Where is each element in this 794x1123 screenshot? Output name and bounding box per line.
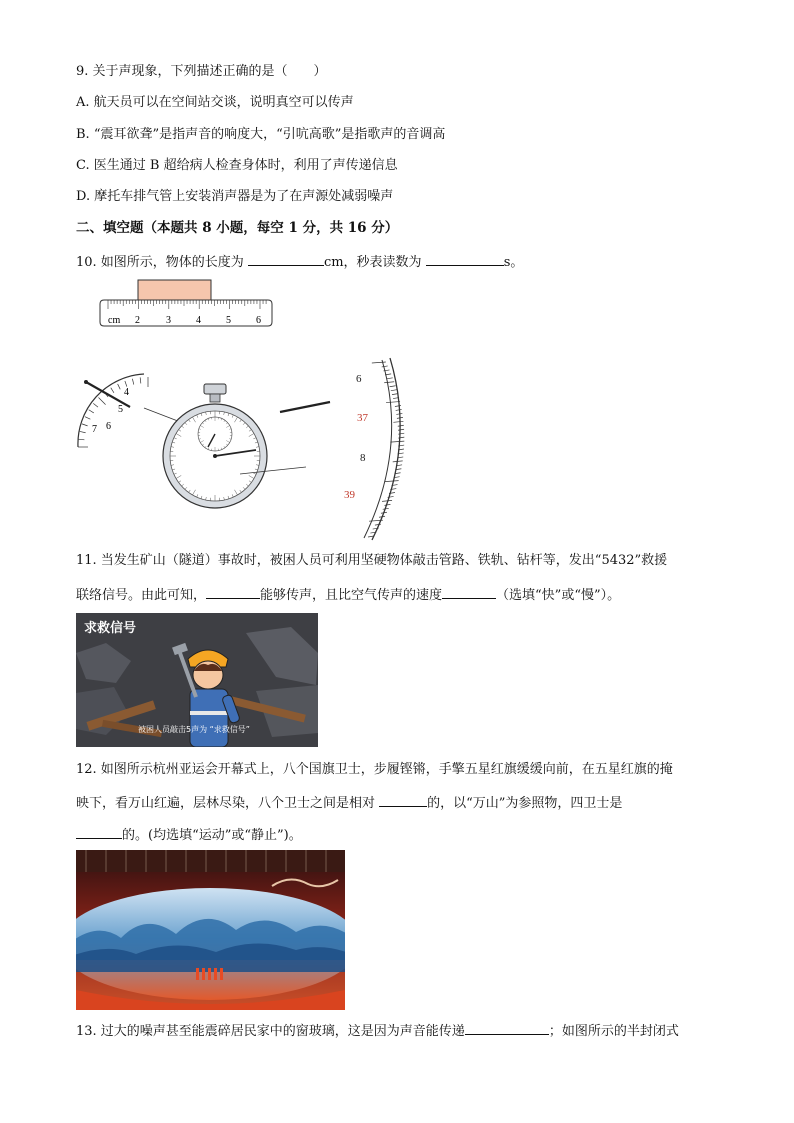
left-dial-tick [132, 379, 133, 385]
asian-games-opening-image [76, 850, 345, 1010]
q13-line1-part2: ；如图所示的半封闭式 [548, 1024, 679, 1039]
left-dial-tick [125, 381, 127, 387]
q12-line2 [76, 792, 622, 813]
ruler-label-4: 4 [196, 315, 201, 326]
right-dial-label-8: 8 [360, 452, 366, 464]
rescue-image-caption: 被困人员敲击5声为 “求救信号” [138, 725, 250, 734]
right-dial-tick [393, 461, 403, 462]
q11-line2-part3: （选填“快”或“慢”）。 [496, 588, 621, 603]
right-dial-tick [385, 481, 399, 482]
q11-blank-speed [442, 584, 496, 599]
q12-line3-part: 的。(均选填“运动”或“静止”)。 [122, 828, 302, 843]
q12-line2-part2: 的，以“万山”为参照物，四卫士是 [427, 796, 623, 811]
left-dial-tick [78, 439, 84, 440]
right-dial-ticks [368, 362, 404, 537]
right-dial-label-6: 6 [356, 373, 362, 385]
right-dial-pointer [280, 402, 330, 412]
q10-blank-length [248, 251, 324, 266]
right-dial-tick [396, 413, 402, 414]
stopwatch-stem [210, 394, 220, 402]
left-dial-label-7: 7 [92, 424, 97, 435]
q11-line2 [76, 584, 620, 605]
q11-line2-part2: 能够传声，且比空气传声的速度 [260, 588, 443, 603]
ruler-label-cm: cm [108, 315, 121, 326]
right-dial-tick [398, 429, 404, 430]
right-dial-tick [393, 421, 403, 422]
stopwatch-center [213, 454, 217, 458]
section-heading: 二、填空题（本题共 8 小题，每空 1 分，共 16 分） [76, 220, 399, 236]
mountain-stage-illustration [76, 850, 345, 1010]
left-dial-tick [89, 410, 94, 413]
right-dial-tick [379, 516, 385, 517]
right-dial-tick [387, 378, 393, 379]
left-dial-tick [140, 377, 141, 383]
ruler-label-2: 2 [135, 315, 140, 326]
left-dial-tick [99, 398, 106, 405]
stopwatch-crown [204, 384, 226, 394]
right-dial-tick [398, 433, 404, 434]
right-dial-tick [391, 390, 397, 391]
q10-blank-time [426, 251, 504, 266]
rescue-image-title: 求救信号 [84, 621, 137, 636]
q9-option-c: C. 医生通过 B 超给病人检查身体时，利用了声传递信息 [76, 158, 398, 173]
q9-stem: 9. 关于声现象，下列描述正确的是（ ） [76, 64, 327, 79]
right-dial-tick [398, 425, 404, 426]
right-dial-tick [392, 394, 398, 395]
ruler-figure [96, 278, 276, 330]
left-dial-arc [78, 374, 144, 447]
right-dial-tick [384, 504, 390, 505]
right-dial-tick [386, 402, 400, 403]
right-dial-tick [384, 382, 394, 383]
right-dial-label-39: 39 [344, 489, 355, 501]
q11-line1: 11. 当发生矿山（隧道）事故时，被困人员可利用坚硬物体敲击管路、铁轨、钻杆等，发出“5432”救援 [76, 553, 668, 568]
left-dial-ticks [78, 377, 148, 447]
ruler-label-6: 6 [256, 315, 261, 326]
q12-blank-guards [379, 792, 427, 807]
q12-line1: 12. 如图所示杭州亚运会开幕式上，八个国旗卫士，步履铿锵，手擎五星红旗缓缓向前，在五星红旗的掩 [76, 762, 673, 777]
q11-blank-medium [206, 584, 260, 599]
rescue-signal-image [76, 613, 318, 747]
right-dial-tick [395, 406, 401, 407]
right-dial-tick [397, 417, 403, 418]
q9-option-b: B. “震耳欲聋”是指声音的响度大，“引吭高歌”是指歌声的音调高 [76, 127, 446, 142]
right-dial-tick [396, 409, 402, 410]
q10-text-part3: s。 [503, 255, 524, 270]
right-dial-tick [382, 500, 392, 501]
ruler-label-5: 5 [226, 315, 231, 326]
q13-line1 [76, 1020, 679, 1041]
left-dial-label-5: 5 [118, 404, 123, 415]
right-dial-tick [390, 386, 396, 387]
left-dial-tick [118, 384, 121, 389]
left-dial-tick [93, 403, 98, 407]
right-dial-tick [372, 362, 386, 363]
q10-text [76, 251, 523, 272]
left-dial-label-4: 4 [124, 387, 129, 398]
right-dial-label-37: 37 [357, 412, 368, 424]
q9-option-a: A. 航天员可以在空间站交谈，说明真空可以传声 [76, 95, 354, 110]
q10-text-part2: cm，秒表读数为 [323, 255, 426, 270]
measured-object [138, 280, 211, 300]
right-dial-tick [381, 512, 387, 513]
right-dial-tick [382, 366, 388, 367]
left-dial-label-6: 6 [106, 421, 111, 432]
left-dial-tick [85, 417, 90, 420]
right-dial-tick [375, 524, 381, 525]
right-dial-tick [383, 508, 389, 509]
left-dial-tick [80, 431, 86, 432]
q10-text-part1: 10. 如图所示，物体的长度为 [76, 255, 248, 270]
ruler-body [100, 300, 272, 326]
left-dial-pivot [84, 380, 88, 384]
left-dial-tick [82, 424, 88, 426]
q12-blank-mountains [76, 824, 122, 839]
ruler-label-3: 3 [166, 315, 171, 326]
right-dial-tick [388, 496, 394, 497]
q11-line2-part1: 联络信号。由此可知， [76, 588, 207, 603]
q13-line1-part1: 13. 过大的噪声甚至能震碎居民家中的窗玻璃，这是因为声音能传递 [76, 1024, 465, 1039]
q13-blank-energy [465, 1020, 549, 1035]
q12-line2-part1: 映下，看万山红遍，层林尽染，八个卫士之间是相对 [76, 796, 380, 811]
right-dial-inner-arc [364, 360, 392, 538]
q9-option-d: D. 摩托车排气管上安装消声器是为了在声源处减弱噪声 [76, 189, 394, 204]
right-dial-tick [390, 441, 404, 442]
stopwatch-figure [72, 352, 417, 544]
q12-line3 [76, 824, 302, 845]
left-dial-tick [111, 388, 114, 393]
